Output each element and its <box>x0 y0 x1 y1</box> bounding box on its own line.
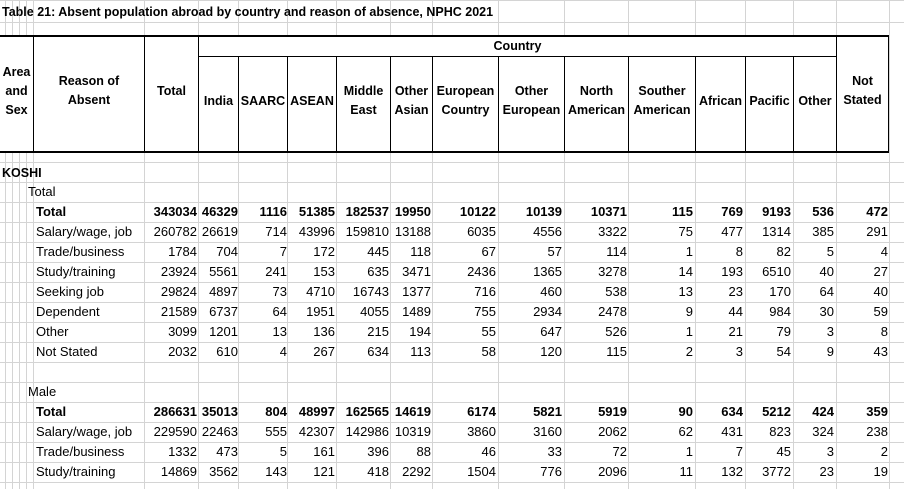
table-cell: 714 <box>265 224 287 239</box>
table-cell: 536 <box>812 204 834 219</box>
table-cell: 194 <box>409 324 431 339</box>
table-cell: 776 <box>540 464 562 479</box>
section-label: Male <box>28 384 57 399</box>
table-cell: 1314 <box>762 224 791 239</box>
table-cell: 1116 <box>259 204 287 219</box>
table-cell: 555 <box>265 424 287 439</box>
table-cell: 161 <box>313 444 335 459</box>
header-reason: Reason of Absent <box>58 74 120 107</box>
table-cell: 9 <box>685 304 693 319</box>
table-cell: 46329 <box>201 204 238 219</box>
row-reason: Study/training <box>36 464 116 479</box>
header-other: Other <box>798 94 832 108</box>
table-cell: 804 <box>265 404 287 419</box>
table-cell: 33 <box>547 444 562 459</box>
table-cell: 5 <box>279 444 287 459</box>
table-cell: 136 <box>313 324 335 339</box>
table-cell: 1201 <box>209 324 238 339</box>
table-cell: 43996 <box>298 224 335 239</box>
table-cell: 2436 <box>467 264 496 279</box>
table-cell: 132 <box>721 464 743 479</box>
table-cell: 3562 <box>209 464 238 479</box>
row-reason: Dependent <box>36 304 100 319</box>
table-cell: 172 <box>313 244 335 259</box>
table-cell: 8 <box>735 244 743 259</box>
table-cell: 13 <box>272 324 287 339</box>
table-cell: 143 <box>265 464 287 479</box>
table-cell: 1489 <box>402 304 431 319</box>
row-reason: Trade/business <box>36 444 125 459</box>
table-cell: 3 <box>826 444 834 459</box>
table-cell: 324 <box>812 424 834 439</box>
table-cell: 431 <box>721 424 743 439</box>
table-cell: 1504 <box>467 464 496 479</box>
table-cell: 286631 <box>153 404 197 419</box>
table-cell: 4556 <box>533 224 562 239</box>
table-cell: 610 <box>216 344 238 359</box>
table-cell: 6737 <box>209 304 238 319</box>
header-other-european: Other European <box>502 84 561 117</box>
table-cell: 5 <box>826 244 834 259</box>
table-cell: 54 <box>776 344 791 359</box>
table-cell: 57 <box>547 244 562 259</box>
table-cell: 14869 <box>160 464 197 479</box>
table-cell: 6035 <box>467 224 496 239</box>
table-cell: 43 <box>873 344 888 359</box>
table-cell: 113 <box>410 344 431 359</box>
table-cell: 8 <box>880 324 888 339</box>
table-cell: 45 <box>776 444 791 459</box>
table-cell: 4055 <box>360 304 389 319</box>
table-cell: 343034 <box>153 204 197 219</box>
table-cell: 634 <box>367 344 389 359</box>
row-reason: Not Stated <box>36 344 98 359</box>
table-cell: 142986 <box>345 424 389 439</box>
table-cell: 10139 <box>525 204 562 219</box>
table-cell: 267 <box>313 344 335 359</box>
table-cell: 72 <box>612 444 627 459</box>
header-country: Country <box>493 39 542 53</box>
table-cell: 21 <box>728 324 743 339</box>
table-cell: 1 <box>685 444 693 459</box>
table-cell: 19 <box>873 464 888 479</box>
table-cell: 23924 <box>160 264 197 279</box>
table-cell: 4 <box>880 244 888 259</box>
table-title: Table 21: Absent population abroad by country and reason of absence, NPHC 2021 <box>2 5 494 19</box>
table-cell: 115 <box>606 344 627 359</box>
table-cell: 40 <box>819 264 834 279</box>
table-cell: 115 <box>672 204 693 219</box>
table-cell: 58 <box>481 344 496 359</box>
table-cell: 170 <box>769 284 791 299</box>
section-label: Total <box>28 184 56 199</box>
table-cell: 23 <box>819 464 834 479</box>
table-cell: 11 <box>679 464 693 479</box>
table-cell: 118 <box>410 244 431 259</box>
header-north-american: North American <box>568 84 625 117</box>
table-cell: 90 <box>678 404 693 419</box>
table-cell: 75 <box>678 224 693 239</box>
table-cell: 260782 <box>153 224 197 239</box>
table-cell: 3278 <box>598 264 627 279</box>
table-cell: 4 <box>279 344 287 359</box>
table-cell: 5821 <box>533 404 562 419</box>
table-cell: 215 <box>367 324 389 339</box>
table-cell: 755 <box>474 304 496 319</box>
table-cell: 477 <box>721 224 743 239</box>
table-cell: 5561 <box>209 264 238 279</box>
header-other-asian: Other Asian <box>394 84 429 117</box>
table-cell: 1 <box>685 324 693 339</box>
table-cell: 3099 <box>168 324 197 339</box>
table-cell: 51385 <box>298 204 335 219</box>
table-cell: 2934 <box>533 304 562 319</box>
table-cell: 3 <box>826 324 834 339</box>
table-cell: 10122 <box>459 204 496 219</box>
table-cell: 62 <box>678 424 693 439</box>
table-cell: 193 <box>721 264 743 279</box>
table-cell: 79 <box>776 324 791 339</box>
row-reason: Other <box>36 324 69 339</box>
table-cell: 241 <box>265 264 287 279</box>
table-cell: 445 <box>367 244 389 259</box>
table-cell: 26619 <box>201 224 238 239</box>
table-cell: 716 <box>474 284 496 299</box>
table-cell: 14 <box>678 264 693 279</box>
table-cell: 704 <box>216 244 238 259</box>
row-reason: Study/training <box>36 264 116 279</box>
table-cell: 120 <box>540 344 562 359</box>
table-cell: 67 <box>481 244 496 259</box>
row-reason: Salary/wage, job <box>36 424 133 439</box>
table-cell: 2062 <box>598 424 627 439</box>
table-cell: 359 <box>866 404 888 419</box>
table-cell: 2 <box>880 444 888 459</box>
table-cell: 473 <box>216 444 238 459</box>
table-cell: 460 <box>540 284 562 299</box>
table-cell: 424 <box>812 404 834 419</box>
table-cell: 4710 <box>306 284 335 299</box>
header-middle-east: Middle East <box>343 84 384 117</box>
table-cell: 984 <box>769 304 791 319</box>
table-cell: 42307 <box>298 424 335 439</box>
header-total: Total <box>157 84 186 98</box>
table-cell: 27 <box>873 264 888 279</box>
table-cell: 44 <box>728 304 743 319</box>
table-cell: 64 <box>272 304 287 319</box>
table-cell: 13 <box>678 284 693 299</box>
table-cell: 4897 <box>209 284 238 299</box>
table-cell: 3860 <box>467 424 496 439</box>
table-cell: 73 <box>272 284 287 299</box>
table-cell: 16743 <box>352 284 389 299</box>
table-cell: 2 <box>685 344 693 359</box>
table-cell: 121 <box>313 464 335 479</box>
row-reason: Salary/wage, job <box>36 224 133 239</box>
table-cell: 64 <box>819 284 834 299</box>
table-cell: 7 <box>735 444 743 459</box>
table-cell: 5919 <box>598 404 627 419</box>
table-cell: 9 <box>826 344 834 359</box>
table-cell: 291 <box>866 224 888 239</box>
table-cell: 88 <box>416 444 431 459</box>
table-cell: 14619 <box>394 404 431 419</box>
table-cell: 5212 <box>762 404 791 419</box>
table-cell: 21589 <box>160 304 197 319</box>
table-cell: 159810 <box>345 224 389 239</box>
table-cell: 3 <box>735 344 743 359</box>
table-cell: 2032 <box>168 344 197 359</box>
table-cell: 30 <box>819 304 834 319</box>
table-cell: 1377 <box>402 284 431 299</box>
table-cell: 6174 <box>467 404 496 419</box>
table-cell: 538 <box>605 284 627 299</box>
table-cell: 1784 <box>168 244 197 259</box>
table-cell: 10371 <box>590 204 627 219</box>
table-cell: 769 <box>721 204 743 219</box>
area-label: KOSHI <box>2 166 42 180</box>
table-cell: 238 <box>866 424 888 439</box>
table-cell: 29824 <box>160 284 197 299</box>
table-cell: 1 <box>685 244 693 259</box>
table-cell: 526 <box>605 324 627 339</box>
table-cell: 162565 <box>345 404 389 419</box>
table-cell: 9193 <box>762 204 791 219</box>
table-cell: 48997 <box>298 404 335 419</box>
row-reason: Seeking job <box>36 284 104 299</box>
table-cell: 6510 <box>762 264 791 279</box>
table-cell: 396 <box>367 444 389 459</box>
table-cell: 647 <box>540 324 562 339</box>
table-cell: 3160 <box>533 424 562 439</box>
header-saarc: SAARC <box>240 94 286 108</box>
table-cell: 472 <box>866 204 888 219</box>
table-cell: 35013 <box>201 404 238 419</box>
header-african: African <box>698 94 743 108</box>
table-cell: 2292 <box>402 464 431 479</box>
table-cell: 2096 <box>598 464 627 479</box>
header-not-stated: Not Stated <box>843 74 882 107</box>
table-cell: 82 <box>776 244 791 259</box>
table-cell: 182537 <box>345 204 389 219</box>
table-cell: 418 <box>367 464 389 479</box>
table-cell: 634 <box>721 404 743 419</box>
table-cell: 13188 <box>394 224 431 239</box>
table-cell: 153 <box>313 264 335 279</box>
table-cell: 1332 <box>168 444 197 459</box>
header-european-country: European Country <box>436 84 495 117</box>
table-cell: 114 <box>606 244 627 259</box>
table-cell: 3471 <box>402 264 431 279</box>
row-reason: Total <box>36 204 67 219</box>
header-asean: ASEAN <box>290 94 334 108</box>
table-cell: 55 <box>481 324 496 339</box>
table-cell: 229590 <box>153 424 197 439</box>
table-cell: 40 <box>873 284 888 299</box>
table-cell: 7 <box>279 244 287 259</box>
table-cell: 19950 <box>394 204 431 219</box>
table-cell: 59 <box>873 304 888 319</box>
table-cell: 46 <box>481 444 496 459</box>
table-cell: 385 <box>812 224 834 239</box>
table-cell: 635 <box>367 264 389 279</box>
table-cell: 2478 <box>598 304 627 319</box>
header-area-sex: Area and Sex <box>2 65 31 117</box>
row-reason: Total <box>36 404 67 419</box>
table-cell: 1365 <box>533 264 562 279</box>
table-cell: 823 <box>769 424 791 439</box>
table-cell: 3772 <box>762 464 791 479</box>
table-cell: 1951 <box>306 304 335 319</box>
row-reason: Trade/business <box>36 244 125 259</box>
header-southern-american: Souther American <box>633 84 691 117</box>
header-pacific: Pacific <box>749 94 790 108</box>
table-cell: 10319 <box>394 424 431 439</box>
table-cell: 23 <box>728 284 743 299</box>
table-cell: 22463 <box>201 424 238 439</box>
header-india: India <box>203 94 234 108</box>
table-cell: 3322 <box>598 224 627 239</box>
